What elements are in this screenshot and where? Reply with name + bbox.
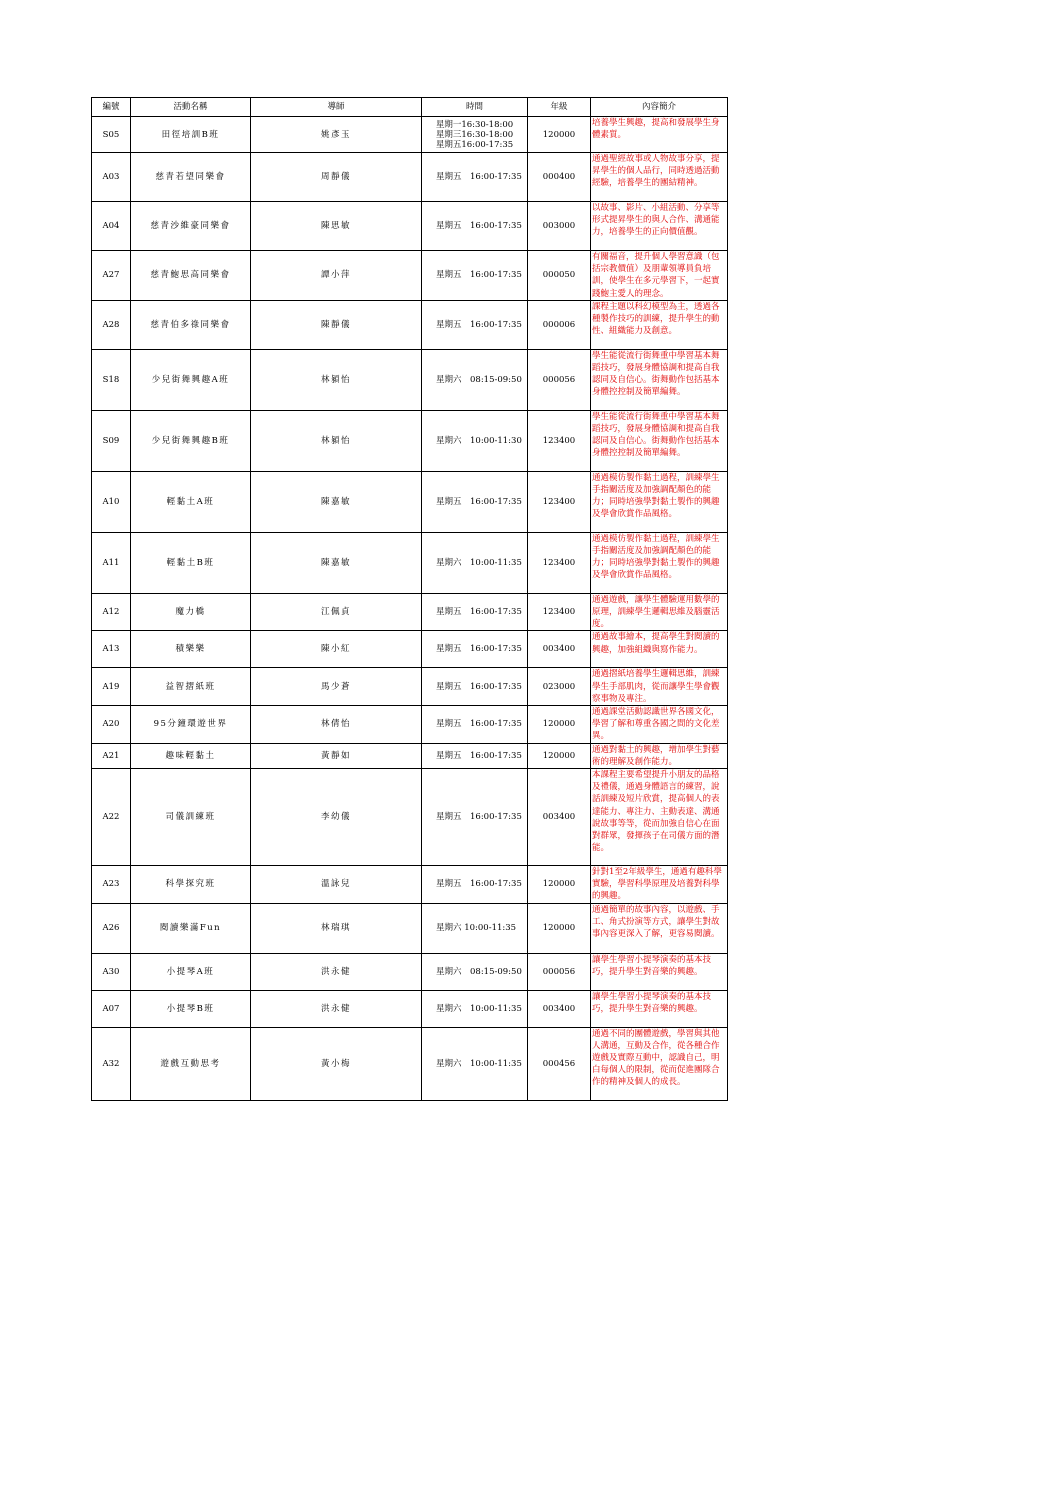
cell-name: 慈青鮑思高同樂會 — [131, 251, 251, 301]
cell-name: 魔力橋 — [131, 593, 251, 631]
header-intro: 內容簡介 — [591, 98, 728, 117]
cell-code: A32 — [92, 1027, 131, 1100]
cell-name: 司儀訓練班 — [131, 769, 251, 866]
table-row — [92, 1027, 728, 1100]
cell-name: 遊戲互動思考 — [131, 1027, 251, 1100]
table-row — [92, 903, 728, 953]
cell-grade: 120000 — [528, 117, 591, 153]
cell-tutor: 陳嘉敏 — [251, 471, 422, 532]
cell-code: A04 — [92, 202, 131, 251]
cell-code: A20 — [92, 706, 131, 744]
cell-intro: 讓學生學習小提琴演奏的基本技巧，提升學生對音樂的興趣。 — [591, 953, 728, 990]
table-row — [92, 706, 728, 744]
cell-grade: 003000 — [528, 202, 591, 251]
cell-tutor: 黃靜如 — [251, 743, 422, 768]
table-row — [92, 532, 728, 593]
cell-name: 輕黏土B班 — [131, 532, 251, 593]
cell-code: A12 — [92, 593, 131, 631]
cell-intro: 通過課堂活動認識世界各國文化，學習了解和尊重各國之間的文化差異。 — [591, 706, 728, 744]
cell-tutor: 周靜儀 — [251, 153, 422, 202]
cell-intro: 通過遊戲，讓學生體驗運用數學的原理，訓練學生邏輯思維及腦靈活度。 — [591, 593, 728, 631]
cell-tutor: 李幼儀 — [251, 769, 422, 866]
cell-code: A03 — [92, 153, 131, 202]
cell-grade: 000456 — [528, 1027, 591, 1100]
cell-grade: 120000 — [528, 903, 591, 953]
cell-tutor: 馬少蒼 — [251, 668, 422, 706]
cell-name: 慈青伯多祿同樂會 — [131, 300, 251, 349]
cell-grade: 000056 — [528, 349, 591, 410]
cell-time: 星期六 08:15-09:50 — [422, 953, 528, 990]
cell-time: 星期六 10:00-11:35 — [422, 903, 528, 953]
cell-time: 星期五 16:00-17:35 — [422, 668, 528, 706]
cell-tutor: 黃小梅 — [251, 1027, 422, 1100]
table-row — [92, 202, 728, 251]
cell-tutor: 洪永健 — [251, 953, 422, 990]
cell-tutor: 溫詠兒 — [251, 866, 422, 904]
cell-name: 95分鐘環遊世界 — [131, 706, 251, 744]
cell-code: A30 — [92, 953, 131, 990]
table-row — [92, 866, 728, 904]
cell-intro: 通過簡單的故事內容，以遊戲、手工、角式扮演等方式，讓學生對故事內容更深入了解，更容易閱讀。 — [591, 903, 728, 953]
header-name: 活動名稱 — [131, 98, 251, 117]
time-line: 星期三16:30-18:00 — [435, 129, 514, 140]
cell-grade: 000006 — [528, 300, 591, 349]
cell-intro: 通過對黏土的興趣，增加學生對藝術的理解及創作能力。 — [591, 743, 728, 768]
table-row — [92, 631, 728, 668]
cell-name: 慈青沙維豪同樂會 — [131, 202, 251, 251]
cell-name: 田徑培訓B班 — [131, 117, 251, 153]
cell-grade: 003400 — [528, 769, 591, 866]
cell-code: A23 — [92, 866, 131, 904]
cell-code: A22 — [92, 769, 131, 866]
time-line: 星期一16:30-18:00 — [435, 119, 514, 130]
cell-tutor: 林潁怡 — [251, 349, 422, 410]
cell-time: 星期五 16:00-17:35 — [422, 153, 528, 202]
cell-time: 星期六 10:00-11:35 — [422, 532, 528, 593]
table-header-row — [92, 98, 728, 117]
cell-grade: 123400 — [528, 593, 591, 631]
cell-intro: 通過模仿製作黏土過程，訓練學生手指關活度及加強調配顏色的能力；同時培強學對黏土製作的興趣及學會欣賞作品風格。 — [591, 471, 728, 532]
cell-time: 星期五 16:00-17:35 — [422, 593, 528, 631]
cell-code: A21 — [92, 743, 131, 768]
cell-grade: 000400 — [528, 153, 591, 202]
table-row — [92, 769, 728, 866]
cell-intro: 培養學生興趣，提高和發展學生身體素質。 — [591, 117, 728, 153]
cell-intro: 通過不同的團體遊戲，學習與其他人溝通，互動及合作，從各種合作遊戲及實際互動中，認識自己，明白每個人的限制，從而促進團隊合作的精神及個人的成長。 — [591, 1027, 728, 1100]
cell-time: 星期五 16:00-17:35 — [422, 769, 528, 866]
cell-code: A28 — [92, 300, 131, 349]
cell-name: 慈青若望同樂會 — [131, 153, 251, 202]
cell-code: A13 — [92, 631, 131, 668]
header-code: 編號 — [92, 98, 131, 117]
header-time: 時間 — [422, 98, 528, 117]
cell-code: A27 — [92, 251, 131, 301]
cell-intro: 有關福音，提升個人學習意識（包括宗教價值）及朋輩領導員負培訓，使學生在多元學習下，一起實踐鮑主愛人的理念。 — [591, 251, 728, 301]
cell-intro: 學生能從流行街舞重中學習基本舞蹈技巧，發展身體協調和提高自我認同及自信心。街舞動作包括基本身體控控制及簡單編舞。 — [591, 349, 728, 410]
cell-time: 星期六 10:00-11:35 — [422, 1027, 528, 1100]
cell-intro: 通過聖經故事或人物故事分享，提昇學生的個人品行，同時透過活動經驗，培養學生的團結精神。 — [591, 153, 728, 202]
table-row — [92, 410, 728, 471]
cell-code: A19 — [92, 668, 131, 706]
table-row — [92, 593, 728, 631]
cell-intro: 課程主題以科幻模型為主，透過各種製作技巧的訓練，提升學生的動性、組織能力及創意。 — [591, 300, 728, 349]
cell-code: S05 — [92, 117, 131, 153]
cell-time: 星期五 16:00-17:35 — [422, 866, 528, 904]
header-tutor: 導師 — [251, 98, 422, 117]
cell-tutor: 陳思敏 — [251, 202, 422, 251]
cell-time: 星期五 16:00-17:35 — [422, 202, 528, 251]
cell-name: 閱讀樂滿Fun — [131, 903, 251, 953]
cell-time: 星期六 10:00-11:35 — [422, 990, 528, 1027]
cell-name: 小提琴A班 — [131, 953, 251, 990]
cell-grade: 000056 — [528, 953, 591, 990]
cell-time: 星期五 16:00-17:35 — [422, 251, 528, 301]
table-row — [92, 471, 728, 532]
table-row — [92, 668, 728, 706]
cell-tutor: 姚彥玉 — [251, 117, 422, 153]
cell-tutor: 林瑞琪 — [251, 903, 422, 953]
cell-grade: 120000 — [528, 743, 591, 768]
cell-time: 星期五 16:00-17:35 — [422, 631, 528, 668]
cell-time — [422, 117, 528, 153]
cell-intro: 本課程主要希望提升小朋友的品格及禮儀，通過身體語言的練習，說話訓練及短片欣賞，提高個人的表達能力、專注力、主動表達、溝通說故事等等，從而加強自信心在面對群眾，發揮孩子在司儀方面的潛能。 — [591, 769, 728, 866]
cell-intro: 針對1至2年級學生，通過有趣科學實驗，學習科學原理及培養對科學的興趣。 — [591, 866, 728, 904]
cell-name: 積樂樂 — [131, 631, 251, 668]
table-row — [92, 990, 728, 1027]
cell-grade: 023000 — [528, 668, 591, 706]
table-row — [92, 953, 728, 990]
cell-grade: 120000 — [528, 706, 591, 744]
table-row — [92, 300, 728, 349]
cell-name: 輕黏土A班 — [131, 471, 251, 532]
cell-grade: 123400 — [528, 410, 591, 471]
cell-time: 星期六 10:00-11:30 — [422, 410, 528, 471]
cell-name: 少兒街舞興趣A班 — [131, 349, 251, 410]
cell-code: A26 — [92, 903, 131, 953]
cell-name: 小提琴B班 — [131, 990, 251, 1027]
time-line: 星期五16:00-17:35 — [435, 139, 514, 150]
table-row — [92, 153, 728, 202]
cell-grade: 120000 — [528, 866, 591, 904]
header-grade: 年級 — [528, 98, 591, 117]
cell-tutor: 陳靜儀 — [251, 300, 422, 349]
cell-intro: 以故事、影片、小組活動、分享等形式提昇學生的與人合作、溝通能力，培養學生的正向價值觀。 — [591, 202, 728, 251]
cell-tutor: 陳小紅 — [251, 631, 422, 668]
cell-tutor: 江佩貞 — [251, 593, 422, 631]
cell-code: A11 — [92, 532, 131, 593]
table-row — [92, 349, 728, 410]
cell-grade: 003400 — [528, 631, 591, 668]
table-row — [92, 117, 728, 153]
time-lines — [436, 120, 513, 150]
cell-tutor: 譚小萍 — [251, 251, 422, 301]
cell-code: A10 — [92, 471, 131, 532]
cell-grade: 123400 — [528, 532, 591, 593]
cell-tutor: 林倩怡 — [251, 706, 422, 744]
cell-tutor: 林潁怡 — [251, 410, 422, 471]
cell-intro: 通過故事繪本，提高學生對閱讀的興趣，加強組織與寫作能力。 — [591, 631, 728, 668]
cell-time: 星期五 16:00-17:35 — [422, 706, 528, 744]
cell-grade: 123400 — [528, 471, 591, 532]
cell-intro: 學生能從流行街舞重中學習基本舞蹈技巧，發展身體協調和提高自我認同及自信心。街舞動作包括基本身體控控制及簡單編舞。 — [591, 410, 728, 471]
table-row — [92, 743, 728, 768]
cell-time: 星期五 16:00-17:35 — [422, 300, 528, 349]
cell-time: 星期五 16:00-17:35 — [422, 743, 528, 768]
cell-name: 少兒街舞興趣B班 — [131, 410, 251, 471]
cell-intro: 通過模仿製作黏土過程，訓練學生手指關活度及加強調配顏色的能力；同時培強學對黏土製作的興趣及學會欣賞作品風格。 — [591, 532, 728, 593]
cell-grade: 003400 — [528, 990, 591, 1027]
cell-time: 星期五 16:00-17:35 — [422, 471, 528, 532]
cell-grade: 000050 — [528, 251, 591, 301]
cell-tutor: 洪永健 — [251, 990, 422, 1027]
cell-code: A07 — [92, 990, 131, 1027]
activity-table — [91, 97, 728, 1101]
cell-code: S18 — [92, 349, 131, 410]
cell-name: 科學探究班 — [131, 866, 251, 904]
cell-name: 趣味輕黏土 — [131, 743, 251, 768]
cell-code: S09 — [92, 410, 131, 471]
cell-time: 星期六 08:15-09:50 — [422, 349, 528, 410]
table-row — [92, 251, 728, 301]
cell-intro: 通過摺紙培養學生邏輯思維，訓練學生手部肌肉，從而讓學生學會觀察事物及專注。 — [591, 668, 728, 706]
cell-name: 益智摺紙班 — [131, 668, 251, 706]
cell-tutor: 陳嘉敏 — [251, 532, 422, 593]
cell-intro: 讓學生學習小提琴演奏的基本技巧，提升學生對音樂的興趣。 — [591, 990, 728, 1027]
